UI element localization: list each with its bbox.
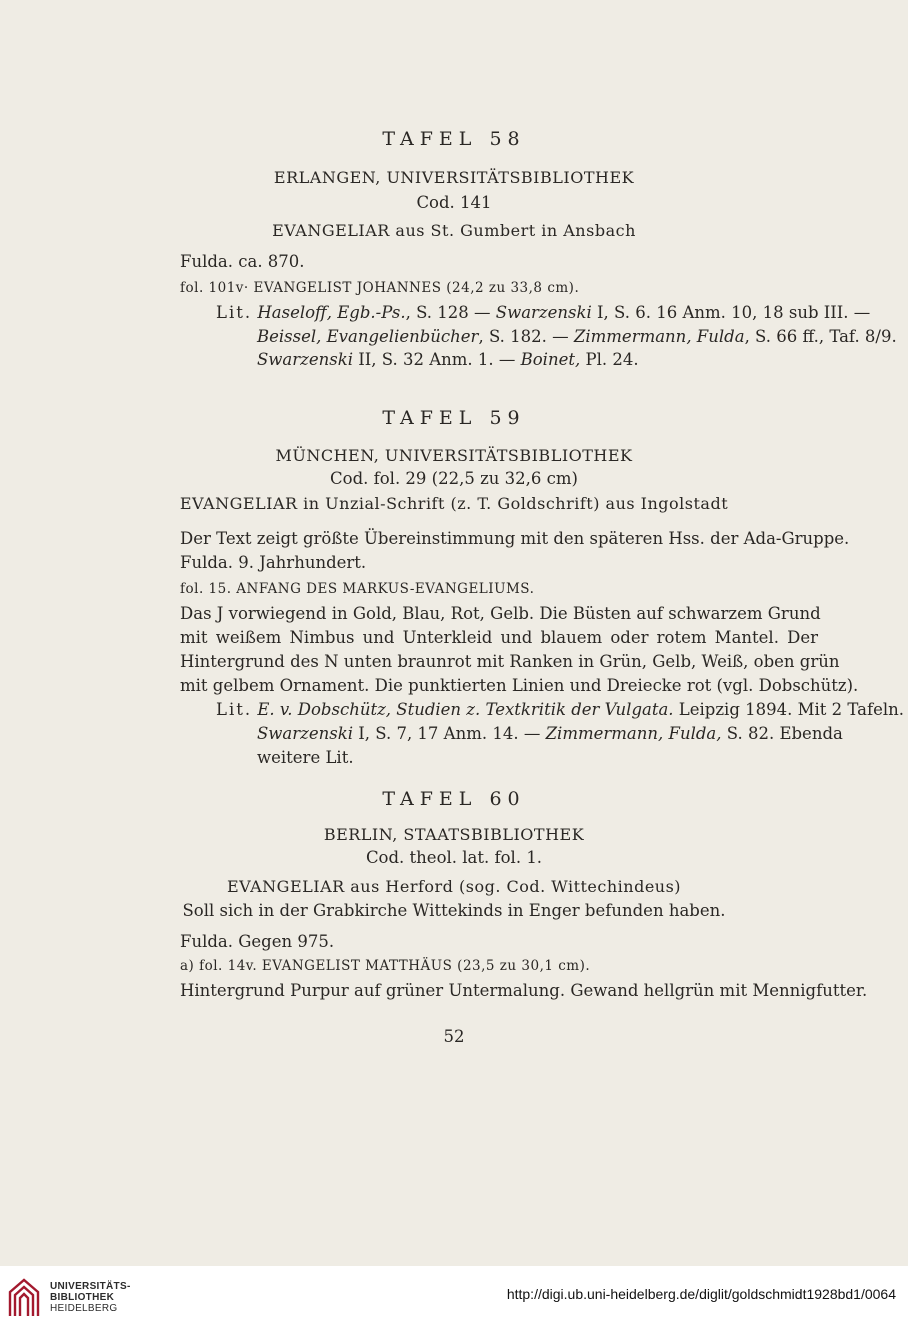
- page-number: 52: [443, 1027, 465, 1046]
- tafel-58-library: ERLANGEN, UNIVERSITÄTSBIBLIOTHEK: [273, 168, 635, 187]
- tafel-59-desc-1: Das J vorwiegend in Gold, Blau, Rot, Gelb. Die Büsten auf schwarzem Grund: [180, 604, 821, 623]
- lit-author: Zimmermann, Fulda: [573, 327, 745, 346]
- tafel-59-desc-3: Hintergrund des N unten braunrot mit Ranken in Grün, Gelb, Weiß, oben grün: [180, 652, 840, 671]
- tafel-58-lit-line-2: [257, 327, 897, 346]
- lit-author: Swarzenski: [495, 303, 592, 322]
- tafel-60-desc: Hintergrund Purpur auf grüner Untermalung. Gewand hellgrün mit Mennigfutter.: [180, 981, 868, 1000]
- tafel-58-title: TAFEL 58: [382, 128, 526, 150]
- tafel-59-title: TAFEL 59: [382, 407, 526, 429]
- tafel-59-desc-4: mit gelbem Ornament. Die punktierten Linien und Dreiecke rot (vgl. Dobschütz).: [180, 676, 859, 695]
- tafel-60-note: Soll sich in der Grabkirche Wittekinds in Enger befunden haben.: [182, 901, 726, 920]
- tafel-59-folio: fol. 15. ANFANG DES MARKUS-EVANGELIUMS.: [180, 581, 535, 597]
- lit-ref: I, S. 6. 16 Anm. 10, 18 sub III. —: [591, 303, 871, 322]
- tafel-59-cod: Cod. fol. 29 (22,5 zu 32,6 cm): [330, 469, 578, 488]
- tafel-58-lit-line-1: [216, 303, 871, 322]
- lit-ref: , S. 128 —: [405, 303, 496, 322]
- lit-author: Haseloff, Egb.-Ps.: [257, 303, 406, 322]
- tafel-60-date: Fulda. Gegen 975.: [180, 932, 335, 951]
- lit-ref: , S. 66 ff., Taf. 8/9.: [744, 327, 897, 346]
- tafel-60-cod: Cod. theol. lat. fol. 1.: [365, 848, 543, 867]
- lit-author: Swarzenski: [257, 724, 353, 743]
- footer-bar: [0, 1266, 908, 1331]
- tafel-59-lit-line-3: weitere Lit.: [257, 748, 354, 767]
- tafel-59-library: MÜNCHEN, UNIVERSITÄTSBIBLIOTHEK: [275, 446, 633, 465]
- tafel-60-work: EVANGELIAR aus Herford (sog. Cod. Wittechindeus): [226, 877, 682, 896]
- lit-ref: S. 82. Ebenda: [721, 724, 843, 743]
- lit-ref: I, S. 7, 17 Anm. 14. —: [352, 724, 546, 743]
- tafel-59-work: EVANGELIAR in Unzial-Schrift (z. T. Goldschrift) aus Ingolstadt: [179, 494, 729, 513]
- tafel-60-library: BERLIN, STAATSBIBLIOTHEK: [323, 825, 585, 844]
- tafel-59-lit-line-2: [257, 724, 843, 743]
- tafel-60-folio: a) fol. 14v. EVANGELIST MATTHÄUS (23,5 zu 30,1 cm).: [180, 958, 591, 974]
- tafel-58-date: Fulda. ca. 870.: [180, 252, 305, 271]
- library-name[interactable]: [50, 1281, 131, 1314]
- lit-author: E. v. Dobschütz, Studien z. Textkritik der Vulgata.: [257, 700, 674, 719]
- lit-author: Zimmermann, Fulda,: [545, 724, 722, 743]
- library-name-line-3: HEIDELBERG: [50, 1303, 118, 1314]
- university-library-logo-icon[interactable]: [8, 1278, 44, 1318]
- lit-ref: II, S. 32 Anm. 1. —: [352, 350, 521, 369]
- lit-ref: Leipzig 1894. Mit 2 Tafeln.: [673, 700, 904, 719]
- lit-label: Lit.: [216, 700, 253, 719]
- tafel-59-text: Der Text zeigt größte Übereinstimmung mit den späteren Hss. der Ada-Gruppe.: [180, 529, 850, 548]
- lit-ref: , S. 182. —: [478, 327, 574, 346]
- library-name-line-1: UNIVERSITÄTS-: [50, 1281, 131, 1292]
- tafel-60-title: TAFEL 60: [382, 788, 526, 810]
- tafel-58-lit-line-3: [257, 350, 639, 369]
- tafel-59-desc-2: mit weißem Nimbus und Unterkleid und blauem oder rotem Mantel. Der: [180, 628, 818, 647]
- tafel-58-cod: Cod. 141: [416, 193, 492, 212]
- tafel-59-lit-line-1: [216, 700, 904, 719]
- tafel-58-folio: fol. 101v· EVANGELIST JOHANNES (24,2 zu 33,8 cm).: [180, 280, 580, 296]
- permalink-url[interactable]: http://digi.ub.uni-heidelberg.de/diglit/goldschmidt1928bd1/0064: [506, 1286, 896, 1302]
- lit-ref: Pl. 24.: [580, 350, 639, 369]
- library-name-line-2: BIBLIOTHEK: [50, 1292, 115, 1303]
- lit-author: Beissel, Evangelienbücher: [257, 327, 479, 346]
- tafel-59-date: Fulda. 9. Jahrhundert.: [180, 553, 367, 572]
- lit-author: Boinet,: [520, 350, 581, 369]
- lit-author: Swarzenski: [257, 350, 353, 369]
- lit-label: Lit.: [216, 303, 253, 322]
- tafel-58-work: EVANGELIAR aus St. Gumbert in Ansbach: [272, 221, 636, 240]
